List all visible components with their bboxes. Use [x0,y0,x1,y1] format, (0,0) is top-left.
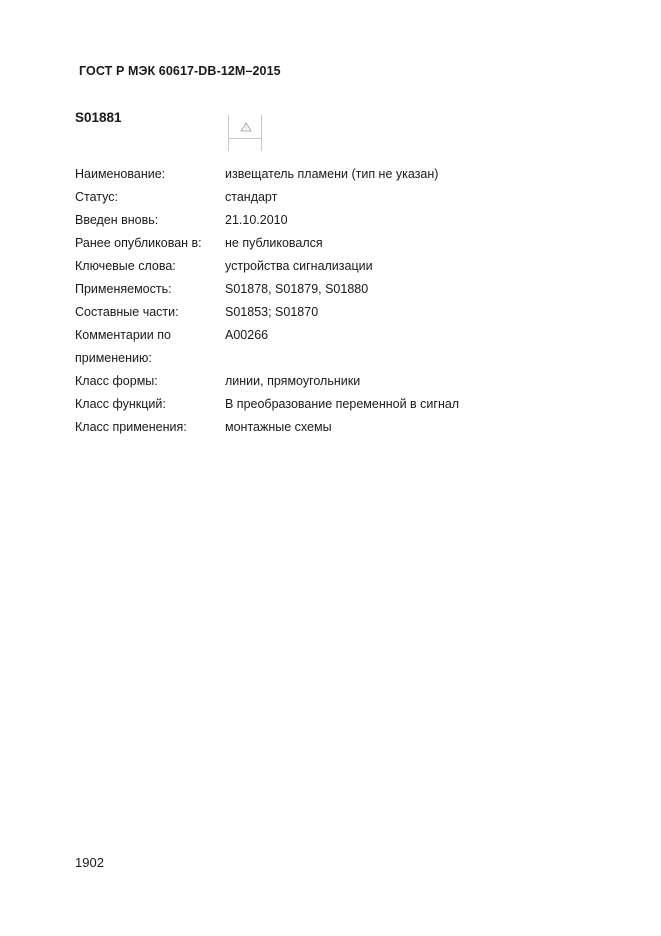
field-label: Ранее опубликован в: [75,236,202,250]
field-label: Применяемость: [75,282,172,296]
field-row-application-notes [75,324,595,347]
symbol-preview [228,115,262,151]
field-row-components [75,301,595,324]
field-value [225,347,595,370]
warning-triangle-icon [240,122,252,132]
field-value: линии, прямоугольники [225,374,361,388]
field-value: не публиковался [225,236,323,250]
field-label: Класс функций: [75,397,166,411]
field-value: В преобразование переменной в сигнал [225,397,460,411]
field-value: S01853; S01870 [225,305,319,319]
field-label: применению: [75,351,152,365]
field-row-name [75,163,595,186]
field-label: Наименование: [75,167,166,181]
field-row-shape-class [75,370,595,393]
field-label: Класс применения: [75,420,187,434]
field-value: извещатель пламени (тип не указан) [225,167,439,181]
field-value: монтажные схемы [225,420,332,434]
symbol-properties [75,163,595,439]
field-row-introduced [75,209,595,232]
field-label: Статус: [75,190,118,204]
field-label: Ключевые слова: [75,259,176,273]
field-label: Комментарии по [75,328,171,342]
field-label: Составные части: [75,305,179,319]
field-row-status [75,186,595,209]
field-row-function-class [75,393,595,416]
field-label: Введен вновь: [75,213,159,227]
field-value: 21.10.2010 [225,213,288,227]
symbol-preview-divider [229,138,261,139]
field-label: Класс формы: [75,374,158,388]
field-value: A00266 [225,328,269,342]
field-row-applicability [75,278,595,301]
field-value: стандарт [225,190,278,204]
page-number: 1902 [75,855,104,870]
field-row-keywords [75,255,595,278]
document-header: ГОСТ Р МЭК 60617-DB-12М–2015 [79,64,281,78]
field-value: устройства сигнализации [225,259,373,273]
field-row-application-class [75,416,595,439]
field-value: S01878, S01879, S01880 [225,282,369,296]
field-row-application-notes-cont [75,347,595,370]
field-row-previously-published [75,232,595,255]
symbol-code: S01881 [75,110,122,125]
